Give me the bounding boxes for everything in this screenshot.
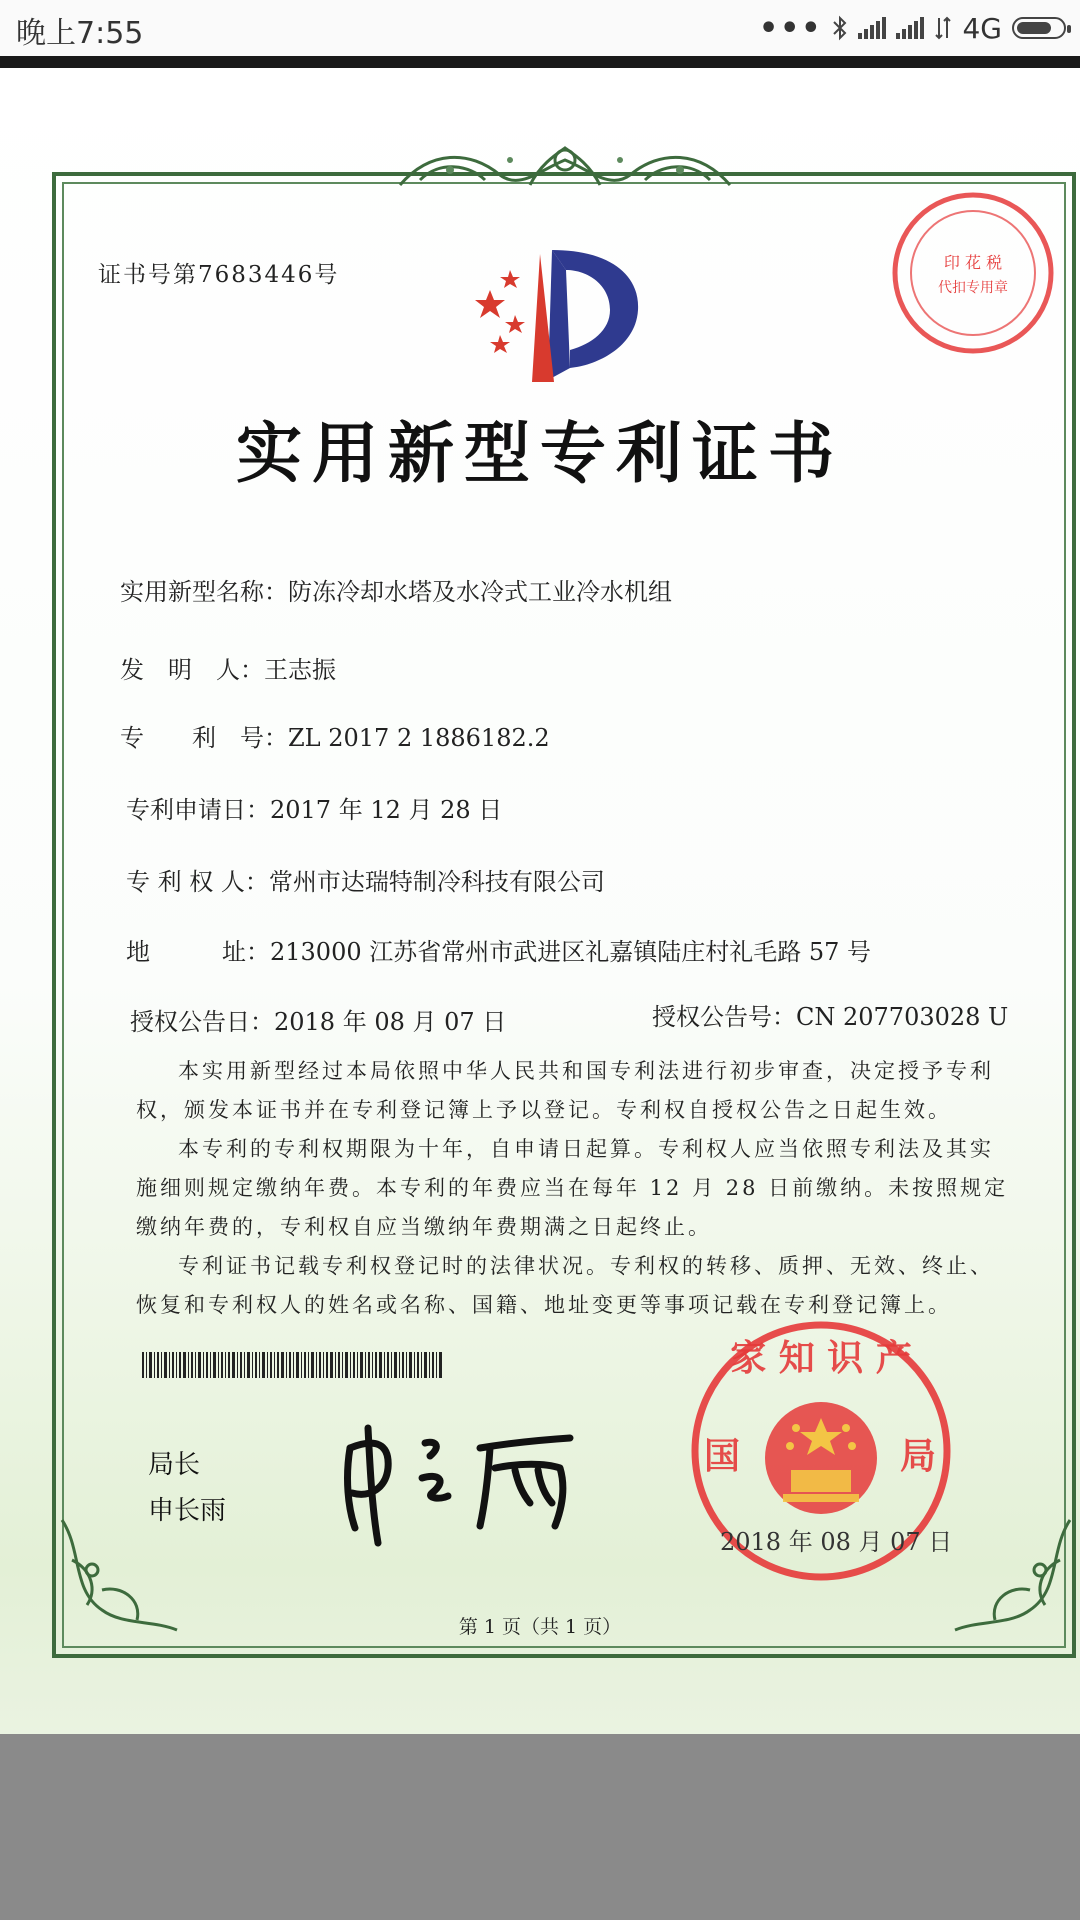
field-value: CN 207703028 U — [796, 1003, 1009, 1031]
field-label: 授权公告号： — [652, 1003, 796, 1031]
screen-divider — [0, 56, 1080, 68]
field-value: 王志振 — [264, 656, 336, 684]
field-value: 2018 年 08 月 07 日 — [274, 1008, 507, 1036]
field-label: 授权公告日： — [130, 1008, 274, 1036]
field-value: 213000 江苏省常州市武进区礼嘉镇陆庄村礼毛路 57 号 — [270, 938, 872, 966]
field-inventor — [120, 650, 336, 685]
field-label: 地 址： — [126, 938, 270, 966]
certificate-title: 实用新型专利证书 — [236, 414, 844, 492]
certificate-number: 证书号第7683446号 — [98, 262, 340, 288]
svg-text:国: 国 — [703, 1436, 741, 1477]
status-icons — [759, 10, 1066, 46]
field-utility-model-name — [120, 572, 672, 607]
signal-icon-2 — [896, 17, 924, 39]
barcode-icon — [142, 1352, 442, 1378]
field-label: 专 利 权 人： — [126, 868, 269, 896]
paragraph-1: 本实用新型经过本局依照中华人民共和国专利法进行初步审查，决定授予专利权，颁发本证书并在专利登记簿上予以登记。专利权自授权公告之日起生效。 — [136, 1059, 994, 1122]
battery-icon — [1012, 17, 1066, 39]
paragraph-3: 专利证书记载专利权登记时的法律状况。专利权的转移、质押、无效、终止、恢复和专利权人的姓名或名称、国籍、地址变更等事项记载在专利登记簿上。 — [136, 1254, 994, 1317]
field-label: 发 明 人： — [120, 656, 264, 684]
network-type: 4G — [962, 11, 1002, 45]
field-label: 专利申请日： — [126, 796, 270, 824]
svg-text:家 知 识 产: 家 知 识 产 — [730, 1338, 912, 1379]
field-address — [126, 932, 871, 967]
field-value: 防冻冷却水塔及水冷式工业冷水机组 — [288, 578, 672, 606]
field-value: 2017 年 12 月 28 日 — [270, 796, 503, 824]
page-number: 第 1 页（共 1 页） — [458, 1616, 622, 1638]
svg-text:印 花 税: 印 花 税 — [943, 253, 1003, 272]
signal-icon — [858, 17, 886, 39]
field-patentee — [126, 862, 605, 897]
top-ornament-icon — [390, 130, 740, 200]
seal-date: 2018 年 08 月 07 日 — [720, 1528, 953, 1556]
field-value: ZL 2017 2 1886182.2 — [288, 724, 550, 752]
paragraph-2: 本专利的专利权期限为十年，自申请日起算。专利权人应当依照专利法及其实施细则规定缴纳年费。本专利的年费应当在每年 12 月 28 日前缴纳。未按照规定缴纳年费的，专利权自应当缴纳年费期满之日起终止。 — [136, 1137, 1009, 1239]
status-time: 晚上7:55 — [16, 16, 144, 51]
field-grant-date — [130, 1002, 506, 1037]
data-icon — [934, 15, 952, 41]
field-label: 专 利 号： — [120, 724, 288, 752]
field-patent-number — [120, 718, 550, 753]
field-value: 常州市达瑞特制冷科技有限公司 — [268, 868, 605, 896]
tax-stamp-icon — [888, 188, 1058, 358]
field-label: 实用新型名称： — [120, 578, 288, 606]
field-grant-number — [652, 997, 1008, 1032]
patent-office-logo-icon — [470, 240, 650, 390]
status-bar — [0, 0, 1080, 56]
bluetooth-icon — [832, 15, 848, 41]
field-filing-date — [126, 790, 502, 825]
director-title: 局长 — [148, 1450, 201, 1480]
director-name: 申长雨 — [148, 1496, 227, 1526]
more-dots-icon: ••• — [758, 10, 823, 46]
signature-icon — [330, 1408, 590, 1548]
svg-text:代扣专用章: 代扣专用章 — [938, 280, 1008, 296]
certificate-body-text — [136, 1052, 1016, 1325]
svg-text:局: 局 — [899, 1436, 937, 1477]
